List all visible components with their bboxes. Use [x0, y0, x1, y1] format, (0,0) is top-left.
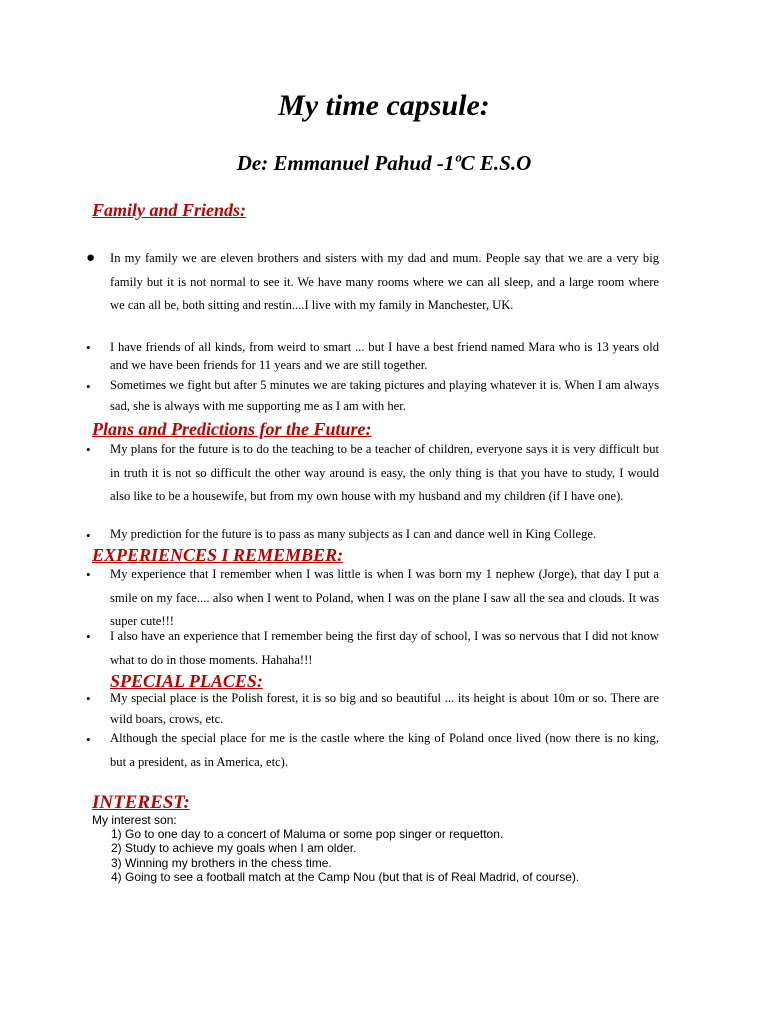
document-subtitle: De: Emmanuel Pahud -1ºC E.S.O — [236, 151, 532, 175]
bullet-icon: • — [86, 340, 91, 355]
bullet-icon: • — [86, 629, 91, 644]
document-title: My time capsule: — [278, 89, 490, 122]
interest-item-3: 3) Winning my brothers in the chess time. — [111, 855, 332, 870]
plans-bullet-2: My prediction for the future is to pass as many subjects as I can and dance well in King College. — [110, 527, 597, 541]
heading-special-places: SPECIAL PLACES: — [110, 671, 263, 691]
bullet-icon: ● — [86, 250, 96, 266]
family-bullet-3: Sometimes we fight but after 5 minutes we are taking pictures and playing whatever it is. When I am always sad, she is always with me supporting me as I am with her. — [110, 378, 659, 413]
interest-item-1: 1) Go to one day to a concert of Maluma or some pop singer or requetton. — [111, 827, 504, 842]
bullet-icon: • — [86, 379, 91, 394]
plans-bullet-1: My plans for the future is to do the teaching to be a teacher of children, everyone says it is very difficult but in truth it is not so difficult the other way around is easy, the only thing is that you have to study, I would also like to be a housewife, but from my own house with my husband and my children (if I have one). — [110, 442, 659, 503]
bullet-icon: • — [86, 691, 91, 706]
family-bullet-1: In my family we are eleven brothers and sisters with my dad and mum. People say that we are a very big family but it is not normal to see it. We have many rooms where we can all sleep, and a large room where we can all be, both sitting and restin....I live with my family in Manchester, UK. — [110, 251, 659, 312]
bullet-icon: • — [86, 567, 91, 582]
heading-experiences: EXPERIENCES I REMEMBER: — [92, 545, 344, 565]
experiences-bullet-2: I also have an experience that I remember being the first day of school, I was so nervous that I did not know what to do in those moments. Hahaha!!! — [110, 629, 659, 667]
bullet-icon: • — [86, 528, 91, 543]
heading-family-and-friends: Family and Friends: — [92, 200, 247, 220]
experiences-bullet-1: My experience that I remember when I was little is when I was born my 1 nephew (Jorge), that day I put a smile on my face.... also when I went to Poland, when I was on the plane I saw all the sea and clouds. It was super cute!!! — [110, 567, 659, 628]
heading-interest: INTEREST: — [92, 792, 190, 813]
bullet-icon: • — [86, 442, 91, 457]
family-bullet-2: I have friends of all kinds, from weird to smart ... but I have a best friend named Mara who is 13 years old and we have been friends for 11 years and we are still together. — [110, 340, 659, 372]
interest-intro: My interest son: — [92, 813, 177, 827]
places-bullet-2: Although the special place for me is the castle where the king of Poland once lived (now there is no king, but a president, as in America, etc). — [110, 731, 659, 769]
heading-plans-and-predictions: Plans and Predictions for the Future: — [92, 419, 372, 439]
bullet-icon: • — [86, 732, 91, 747]
interest-item-4: 4) Going to see a football match at the Camp Nou (but that is of Real Madrid, of course). — [111, 869, 580, 884]
interest-list — [92, 813, 579, 884]
interest-item-2: 2) Study to achieve my goals when I am older. — [111, 841, 357, 856]
places-bullet-1: My special place is the Polish forest, it is so big and so beautiful ... its height is about 10m or so. There are wild boars, crows, etc. — [110, 691, 659, 726]
